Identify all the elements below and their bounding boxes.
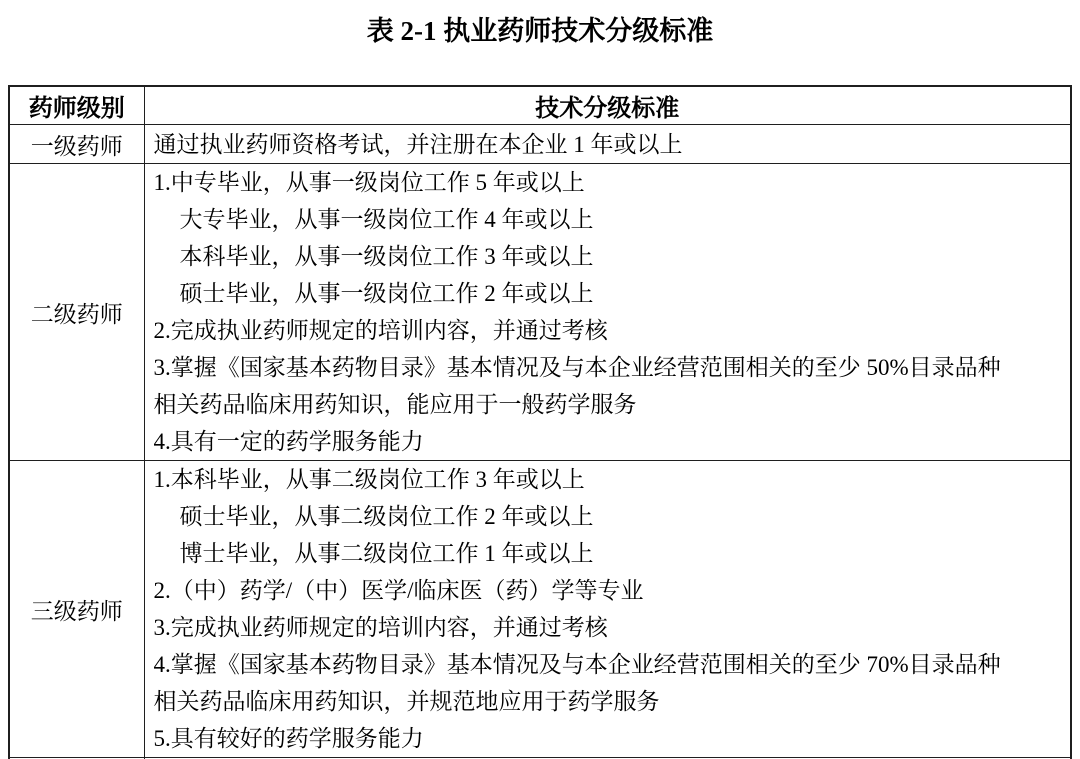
level-cell: 三级药师 [9, 461, 144, 758]
level-cell: 一级药师 [9, 125, 144, 164]
criteria-line: 相关药品临床用药知识，能应用于一般药学服务 [153, 392, 637, 417]
criteria-line: 硕士毕业，从事一级岗位工作 2 年或以上 [179, 281, 594, 306]
criteria-line: 5.具有较好的药学服务能力 [153, 726, 424, 751]
criteria-line: 本科毕业，从事一级岗位工作 3 年或以上 [179, 244, 594, 269]
criteria-cell [144, 461, 1071, 758]
criteria-line: 博士毕业，从事二级岗位工作 1 年或以上 [179, 541, 594, 566]
criteria-line: 相关药品临床用药知识，并规范地应用于药学服务 [153, 689, 660, 714]
criteria-line: 通过执业药师资格考试，并注册在本企业 1 年或以上 [153, 131, 683, 157]
criteria-cell [144, 164, 1071, 461]
level-cell: 二级药师 [9, 164, 144, 461]
grading-table [8, 85, 1072, 759]
criteria-line: 硕士毕业，从事二级岗位工作 2 年或以上 [179, 504, 594, 529]
criteria-cell [144, 125, 1071, 164]
criteria-line: 2.（中）药学/（中）医学/临床医（药）学等专业 [153, 578, 644, 603]
table-row-level2 [9, 164, 1071, 461]
criteria-line: 3.掌握《国家基本药物目录》基本情况及与本企业经营范围相关的至少 50%目录品种 [153, 355, 1001, 380]
col-header-level: 药师级别 [9, 86, 144, 125]
table-caption: 表 2-1 执业药师技术分级标准 [366, 16, 714, 46]
criteria-line: 4.具有一定的药学服务能力 [153, 429, 424, 454]
criteria-line: 大专毕业，从事一级岗位工作 4 年或以上 [179, 207, 594, 232]
criteria-line: 4.掌握《国家基本药物目录》基本情况及与本企业经营范围相关的至少 70%目录品种 [153, 652, 1001, 677]
criteria-line: 1.中专毕业，从事一级岗位工作 5 年或以上 [153, 170, 585, 195]
header-row [9, 86, 1071, 125]
col-header-criteria: 技术分级标准 [144, 86, 1071, 125]
table-row-level1 [9, 125, 1071, 164]
table-row-level3 [9, 461, 1071, 758]
criteria-line: 2.完成执业药师规定的培训内容，并通过考核 [153, 318, 608, 343]
criteria-line: 3.完成执业药师规定的培训内容，并通过考核 [153, 615, 608, 640]
criteria-line: 1.本科毕业，从事二级岗位工作 3 年或以上 [153, 467, 585, 492]
